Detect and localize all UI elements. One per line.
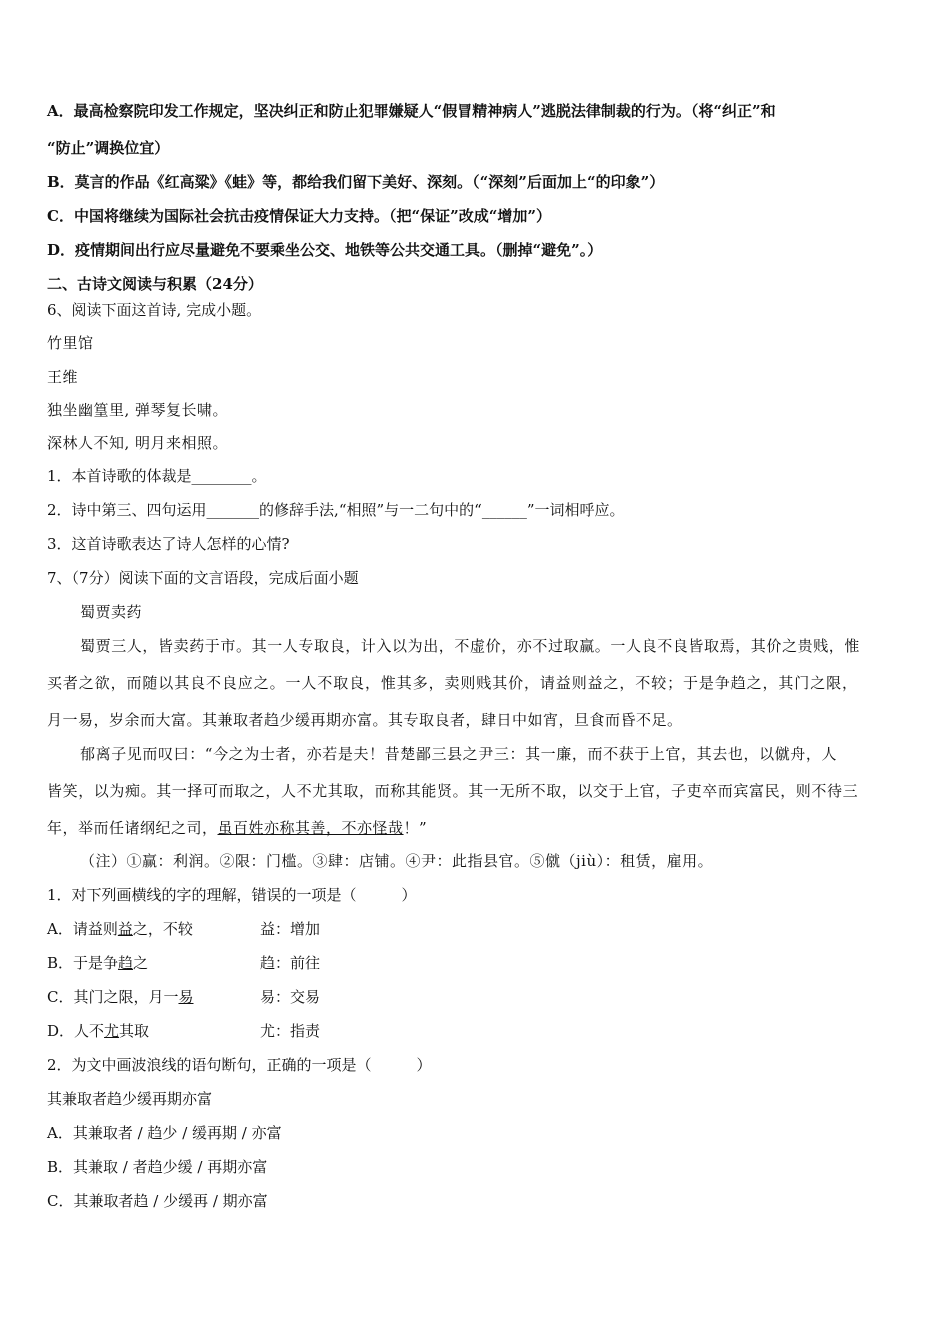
option-a-line2: “防止”调换位宜）	[47, 139, 170, 157]
option-text-rest: 之	[133, 954, 149, 972]
paragraph-1-line-3: 月一易，岁余而大富。其兼取者趋少缓再期亦富。其专取良者，肆日中如宵，旦食而昏不足。	[47, 711, 683, 729]
option-text-rest: 之，不较	[132, 920, 193, 938]
option-text: B．于是争	[47, 954, 119, 972]
poem-title: 竹里馆	[47, 334, 94, 352]
question-6-3: 3．这首诗歌表达了诗人怎样的心情?	[47, 535, 290, 553]
poem-author: 王维	[47, 368, 79, 386]
option-text-rest: 其取	[119, 1022, 150, 1040]
option-text: A．请益则	[47, 920, 118, 938]
annotation-note: （注）①赢：利润。②限：门槛。③肆：店铺。④尹：此指县官。⑤僦（jiù）：租赁，雇用。	[80, 852, 714, 870]
paragraph-1-line-1: 蜀贾三人，皆卖药于市。其一人专取良，计入以为出，不虚价，亦不过取赢。一人良不良皆取焉，其价之贵贱，惟	[80, 637, 861, 655]
q7-1-option-c	[47, 987, 321, 1007]
question-6-1: 1．本首诗歌的体裁是________。	[47, 467, 267, 485]
paragraph-2-line-3-end: ！”	[403, 819, 428, 837]
poem-line-1: 独坐幽篁里, 弹琴复长啸。	[47, 401, 229, 419]
paragraph-2-line-3	[47, 818, 427, 838]
q7-2-option-a: A．其兼取者 / 趋少 / 缓再期 / 亦富	[47, 1124, 282, 1142]
wavy-underlined-sentence: 虽百姓亦称其善，不亦怪哉	[217, 819, 404, 837]
option-c: C．中国将继续为国际社会抗击疫情保证大力支持。（把“保证”改成“增加”）	[47, 207, 551, 225]
option-b: B．莫言的作品《红高粱》《蛙》等，都给我们留下美好、深刻。（“深刻”后面加上“的印象”）	[47, 173, 665, 191]
underlined-char: 趋	[118, 954, 134, 972]
question-7: 7、（7分）阅读下面的文言语段，完成后面小题	[47, 569, 359, 587]
paragraph-2-line-2: 皆笑，以为痴。其一择可而取之，人不尤其取，而称其能贤。其一无所不取，以交于上官，子吏卒而宾富民，则不待三	[47, 782, 859, 800]
section-heading: 二、古诗文阅读与积累（24分）	[47, 275, 263, 293]
q7-1-option-a	[47, 919, 321, 939]
q7-2-option-b: B．其兼取 / 者趋少缓 / 再期亦富	[47, 1158, 268, 1176]
q7-2-option-c: C．其兼取者趋 / 少缓再 / 期亦富	[47, 1192, 268, 1210]
q7-2-sentence: 其兼取者趋少缓再期亦富	[47, 1090, 213, 1108]
option-gloss: 尤：指责	[260, 1022, 321, 1040]
underlined-char: 益	[117, 920, 133, 938]
paragraph-2-line-3-start: 年，举而任诸纲纪之司，	[47, 819, 218, 837]
option-d: D．疫情期间出行应尽量避免不要乘坐公交、地铁等公共交通工具。（删掉“避免”。）	[47, 241, 603, 259]
option-text: D．人不	[47, 1022, 105, 1040]
q7-1-option-d	[47, 1021, 321, 1041]
option-text: C．其门之限，月一	[47, 988, 179, 1006]
underlined-char: 尤	[104, 1022, 120, 1040]
question-6-2: 2．诗中第三、四句运用_______的修辞手法,“相照”与一二句中的“______”一词相呼应。	[47, 501, 625, 519]
question-7-1: 1．对下列画横线的字的理解，错误的一项是（ ）	[47, 886, 417, 904]
question-7-2: 2．为文中画波浪线的语句断句，正确的一项是（ ）	[47, 1056, 432, 1074]
poem-line-2: 深林人不知, 明月来相照。	[47, 434, 229, 452]
question-6: 6、阅读下面这首诗, 完成小题。	[47, 301, 262, 319]
option-a-line1: A．最高检察院印发工作规定，坚决纠正和防止犯罪嫌疑人“假冒精神病人”逃脱法律制裁的行为。（将“纠正”和	[47, 102, 776, 120]
paragraph-2-line-1: 郁离子见而叹曰：“今之为士者，亦若是夫！昔楚鄙三县之尹三：其一廉，而不获于上官，其去也，以僦舟，人	[80, 745, 838, 763]
paragraph-1-line-2: 买者之欲，而随以其良不良应之。一人不取良，惟其多，卖则贱其价，请益则益之，不较；于是争趋之，其门之限，	[47, 674, 858, 692]
option-gloss: 益：增加	[260, 920, 321, 938]
underlined-char: 易	[178, 988, 194, 1006]
option-gloss: 易：交易	[260, 988, 321, 1006]
q7-1-option-b	[47, 953, 321, 973]
text-title: 蜀贾卖药	[80, 603, 143, 621]
option-gloss: 趋：前往	[260, 954, 321, 972]
